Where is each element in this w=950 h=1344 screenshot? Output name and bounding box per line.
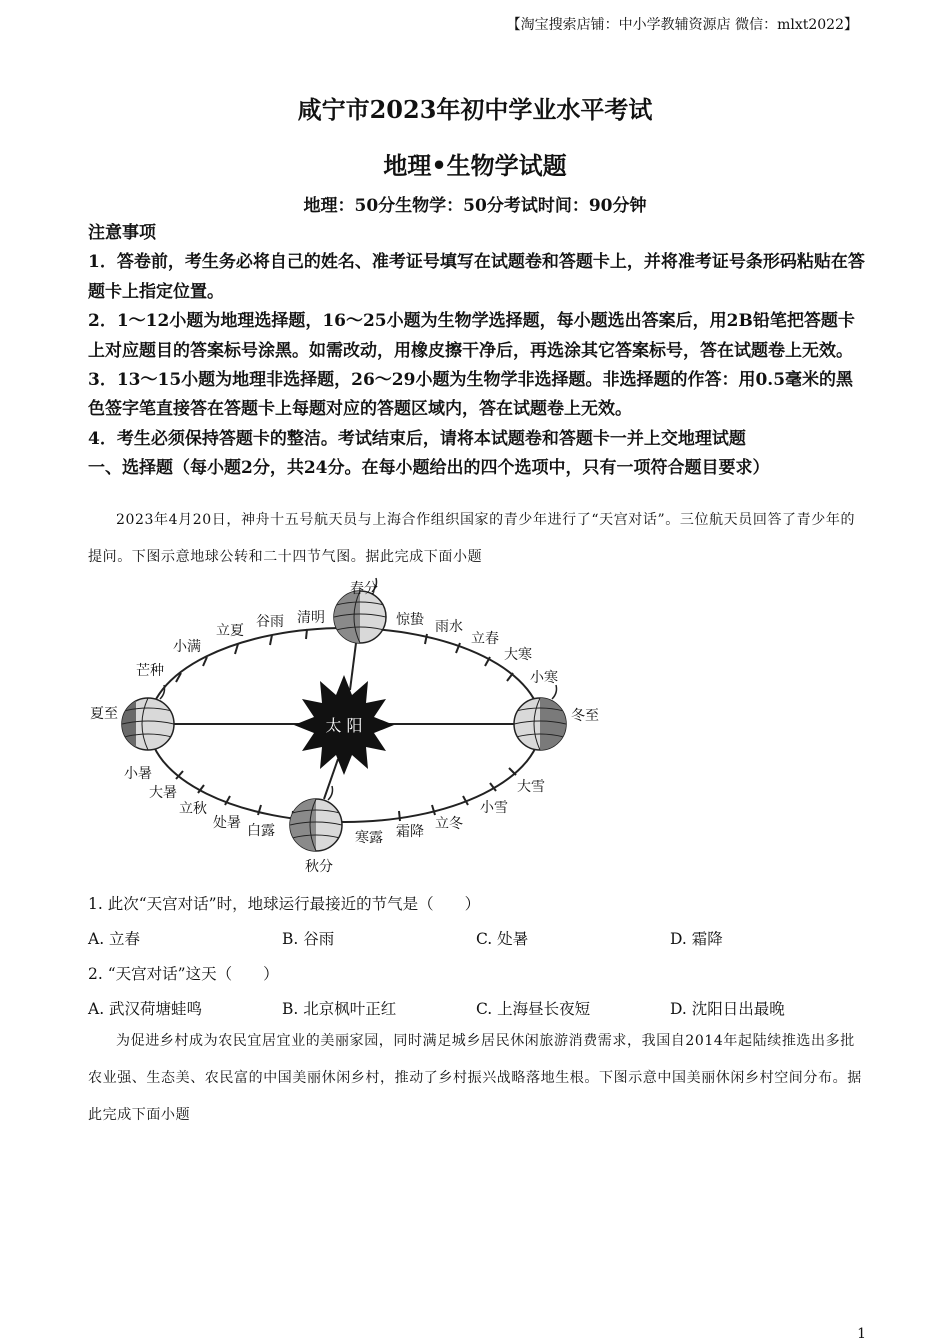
intro-passage-1 <box>88 502 864 576</box>
earth-revolution-diagram <box>80 575 620 880</box>
term-qiufen: 秋分 <box>305 859 333 875</box>
q2-option-b: B. 北京枫叶正红 <box>282 1000 397 1018</box>
sun-icon <box>294 675 394 775</box>
question-2-options <box>88 997 868 1019</box>
earth-globe-autumn-equinox <box>290 786 342 851</box>
term-dashu: 大暑 <box>149 785 177 801</box>
instructions <box>88 219 868 484</box>
sun-label: 太 阳 <box>325 716 363 735</box>
instruction-item-1: 1．答卷前，考生务必将自己的姓名、准考证号填写在试题卷和答题卡上，并将准考证号条形码粘贴在答题卡上指定位置。 <box>88 252 865 302</box>
earth-globe-summer-solstice <box>122 685 174 750</box>
instruction-item-4: 4．考生必须保持答题卡的整洁。考试结束后，请将本试题卷和答题卡一并上交地理试题 <box>88 428 746 449</box>
term-dongzhi: 冬至 <box>571 708 599 724</box>
q1-option-d: D. 霜降 <box>670 930 723 948</box>
term-daxue: 大雪 <box>517 779 545 795</box>
q1-option-b: B. 谷雨 <box>282 930 335 948</box>
q2-option-c: C. 上海昼长夜短 <box>476 1000 591 1018</box>
term-mangzhong: 芒种 <box>136 663 164 679</box>
question-1-options <box>88 927 868 949</box>
term-lichun: 立春 <box>471 631 499 647</box>
question-2-stem: 2. “天宫对话”这天（ ） <box>88 965 279 983</box>
term-guyu: 谷雨 <box>256 614 284 630</box>
term-xiaoshu: 小暑 <box>124 766 152 782</box>
term-dahan: 大寒 <box>504 647 532 663</box>
instruction-item-3: 3．13～15小题为地理非选择题，26～29小题为生物学非选择题。非选择题的作答：用0.5毫米的黑色签字笔直接答在答题卡上每题对应的答题区域内，答在试题卷上无效。 <box>88 370 854 420</box>
header-note: 【淘宝搜索店铺：中小学教辅资源店 微信：mlxt2022】 <box>506 17 858 33</box>
exam-score-time: 地理：50分生物学：50分考试时间：90分钟 <box>303 196 647 216</box>
q2-option-d: D. 沈阳日出最晚 <box>670 1000 785 1018</box>
instructions-heading: 注意事项 <box>88 223 156 243</box>
earth-globe-winter-solstice <box>514 685 566 750</box>
term-liqiu: 立秋 <box>179 801 207 817</box>
term-chushu: 处暑 <box>213 815 241 831</box>
term-lixia: 立夏 <box>216 623 244 639</box>
intro-passage-2-text: 为促进乡村成为农民宜居宜业的美丽家园，同时满足城乡居民休闲旅游消费需求，我国自2014年起陆续推选出多批农业强、生态美、农民富的中国美丽休闲乡村，推动了乡村振兴战略落地生根。下图示意中国美丽休闲乡村空间分布。据此完成下面小题 <box>88 1033 862 1123</box>
exam-title: 咸宁市2023年初中学业水平考试 <box>297 95 653 124</box>
term-xiazhi: 夏至 <box>90 706 118 722</box>
term-bailu: 白露 <box>247 823 275 839</box>
question-1-stem: 1. 此次“天宫对话”时，地球运行最接近的节气是（ ） <box>88 895 481 913</box>
term-shuangjiang: 霜降 <box>396 824 424 840</box>
term-xiaoman: 小满 <box>173 639 201 655</box>
term-qingming: 清明 <box>297 610 325 626</box>
term-xiaohan: 小寒 <box>530 670 558 686</box>
section-heading: 一、选择题（每小题2分，共24分。在每小题给出的四个选项中，只有一项符合题目要求） <box>88 458 770 479</box>
term-chunfen: 春分 <box>350 581 378 597</box>
q2-option-a: A. 武汉荷塘蛙鸣 <box>88 1000 203 1018</box>
term-jingzhe: 惊蛰 <box>396 612 424 628</box>
intro-passage-1-text: 2023年4月20日，神舟十五号航天员与上海合作组织国家的青少年进行了“天宫对话”。三位航天员回答了青少年的提问。下图示意地球公转和二十四节气图。据此完成下面小题 <box>88 512 856 565</box>
term-hanlu: 寒露 <box>355 830 383 846</box>
instruction-item-2: 2．1～12小题为地理选择题，16～25小题为生物学选择题，每小题选出答案后，用2B铅笔把答题卡上对应题目的答案标号涂黑。如需改动，用橡皮擦干净后，再选涂其它答案标号，答在试题卷上无效。 <box>88 311 855 361</box>
intro-passage-2 <box>88 1023 864 1134</box>
q1-option-a: A. 立春 <box>88 930 141 948</box>
term-lidong: 立冬 <box>435 816 463 832</box>
term-xiaoxue: 小雪 <box>480 800 508 816</box>
term-yushui: 雨水 <box>435 619 463 635</box>
exam-subject-title: 地理•生物学试题 <box>383 151 567 180</box>
page-number: 1 <box>857 1326 866 1342</box>
q1-option-c: C. 处暑 <box>476 930 529 948</box>
